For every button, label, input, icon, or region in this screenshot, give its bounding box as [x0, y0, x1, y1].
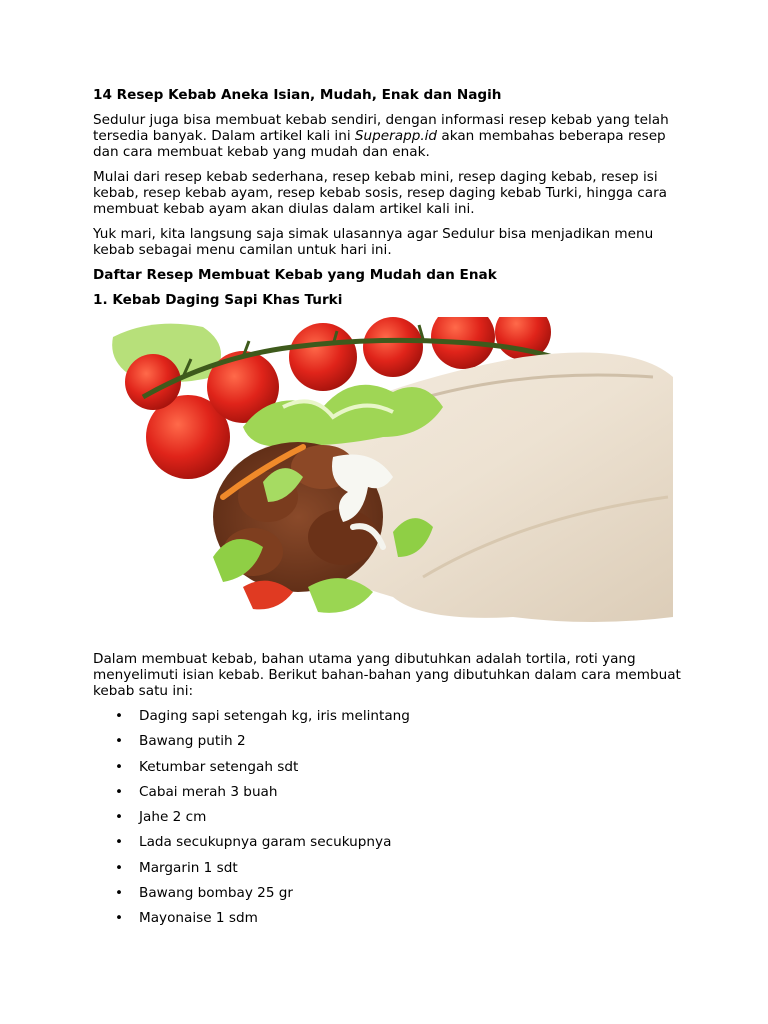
ingredient-list	[93, 708, 683, 936]
article-title: 14 Resep Kebab Aneka Isian, Mudah, Enak dan Nagih	[93, 87, 502, 103]
recipe-heading: 1. Kebab Daging Sapi Khas Turki	[93, 292, 343, 308]
paragraph-recipe-list: Mulai dari resep kebab sederhana, resep kebab mini, resep daging kebab, resep isi kebab, resep kebab ayam, resep kebab sosis, resep daging kebab Turki, hingga cara membuat kebab ayam akan diulas dalam artikel kali ini.	[93, 169, 667, 217]
paragraph-ingredients-intro: Dalam membuat kebab, bahan utama yang dibutuhkan adalah tortila, roti yang menyelimuti isian kebab. Berikut bahan-bahan yang dibutuhkan dalam cara membuat kebab satu ini:	[93, 651, 681, 699]
list-item: • Jahe 2 cm	[139, 809, 683, 834]
section-heading: Daftar Resep Membuat Kebab yang Mudah dan Enak	[93, 267, 497, 283]
kebab-photo-icon	[93, 317, 673, 641]
article-body	[93, 87, 683, 936]
list-item: • Ketumbar setengah sdt	[139, 759, 683, 784]
intro-text-before: Sedulur juga bisa membuat kebab sendiri, dengan informasi resep kebab yang telah tersedia banyak. Dalam artikel kali ini	[93, 112, 669, 144]
list-item: • Bawang putih 2	[139, 733, 683, 758]
intro-text-after: akan membahas beberapa resep dan cara membuat kebab yang mudah dan enak.	[93, 128, 666, 160]
intro-paragraph	[93, 112, 683, 160]
list-item: • Daging sapi setengah kg, iris melintang	[139, 708, 683, 733]
paragraph-invite: Yuk mari, kita langsung saja simak ulasannya agar Sedulur bisa menjadikan menu kebab sebagai menu camilan untuk hari ini.	[93, 226, 654, 258]
list-item: • Margarin 1 sdt	[139, 860, 683, 885]
list-item: • Lada secukupnya garam secukupnya	[139, 834, 683, 859]
list-item: • Bawang bombay 25 gr	[139, 885, 683, 910]
kebab-photo	[93, 317, 673, 641]
list-item: • Mayonaise 1 sdm	[139, 910, 683, 935]
list-item: • Cabai merah 3 buah	[139, 784, 683, 809]
site-name: Superapp.id	[354, 128, 438, 144]
